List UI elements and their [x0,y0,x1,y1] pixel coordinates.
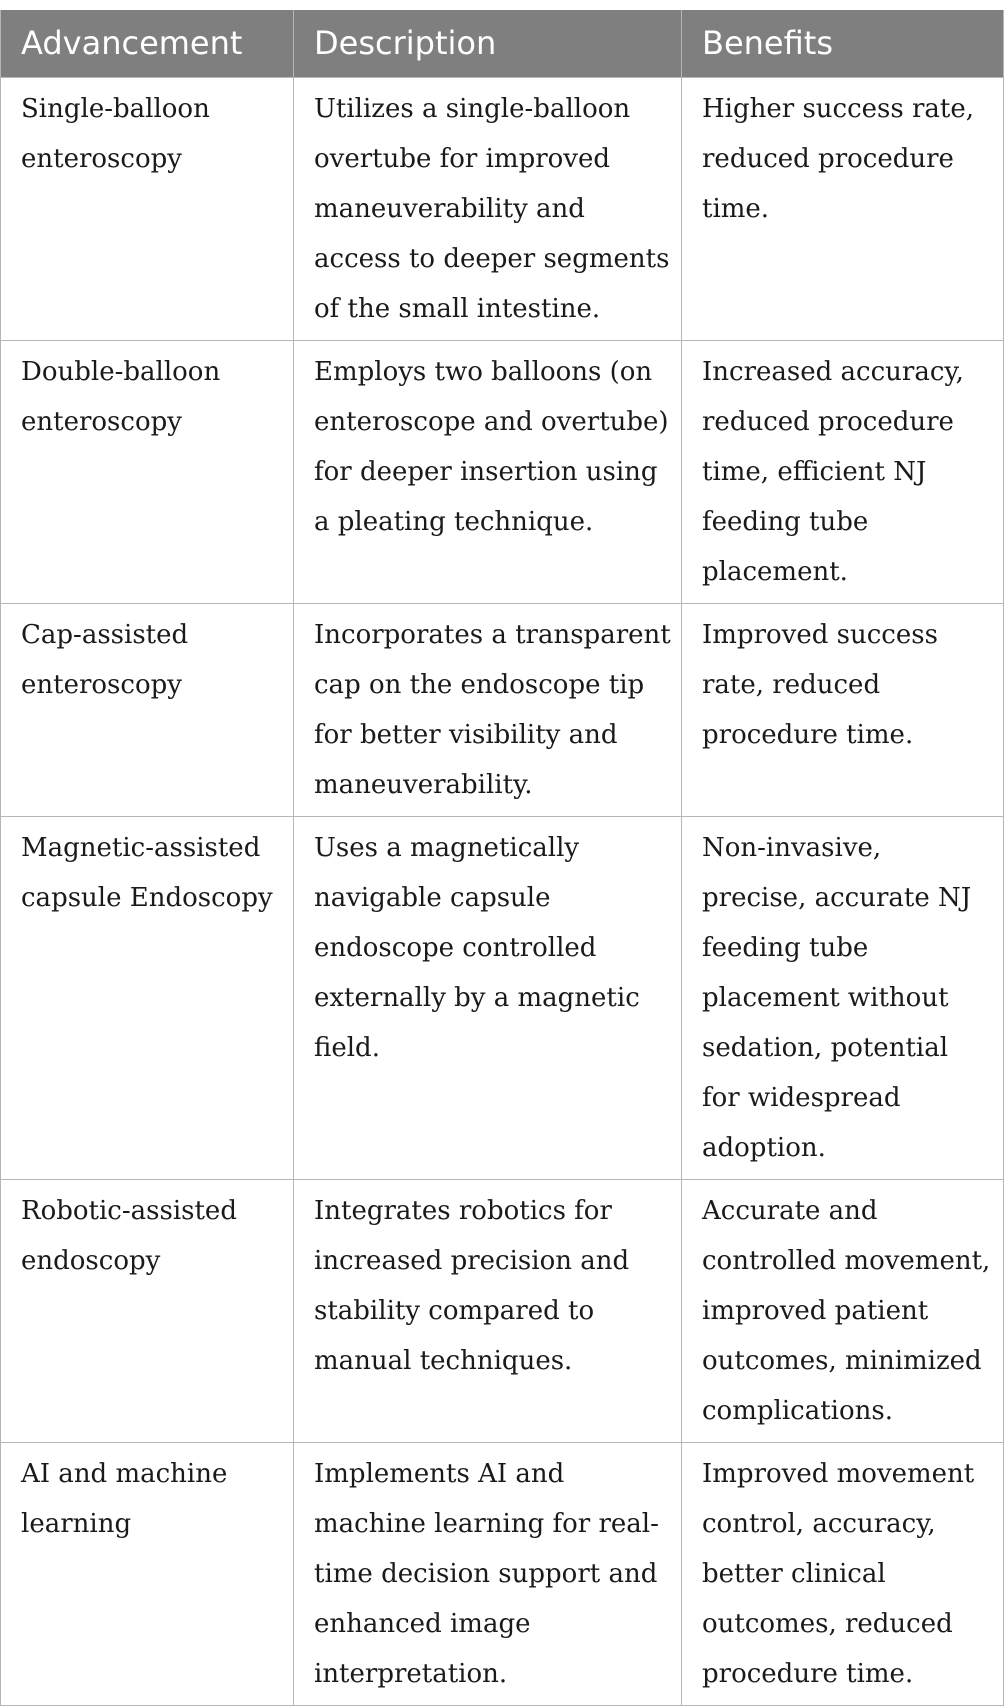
description-cell: Employs two balloons (on enteroscope and overtube) for deeper insertion using a pleating technique. [294,340,682,603]
header-benefits: Benefits [682,10,1004,77]
header-advancement: Advancement [1,10,294,77]
table-row [1,77,1004,340]
advancements-table [0,10,1004,1706]
advancement-cell: Double-balloon enteroscopy [1,340,294,603]
table-row [1,603,1004,816]
header-description: Description [294,10,682,77]
description-cell: Integrates robotics for increased precision and stability compared to manual techniques. [294,1179,682,1442]
table-row [1,1442,1004,1705]
advancement-cell: Cap-assisted enteroscopy [1,603,294,816]
benefits-cell: Accurate and controlled movement, improved patient outcomes, minimized complications. [682,1179,1004,1442]
table-row [1,1179,1004,1442]
advancement-cell: Single-balloon enteroscopy [1,77,294,340]
description-cell: Implements AI and machine learning for real-time decision support and enhanced image interpretation. [294,1442,682,1705]
description-cell: Utilizes a single-balloon overtube for improved maneuverability and access to deeper segments of the small intestine. [294,77,682,340]
benefits-cell: Non-invasive, precise, accurate NJ feeding tube placement without sedation, potential for widespread adoption. [682,816,1004,1179]
advancement-cell: Robotic-assisted endoscopy [1,1179,294,1442]
advancement-cell: Magnetic-assisted capsule Endoscopy [1,816,294,1179]
table-row [1,340,1004,603]
benefits-cell: Increased accuracy, reduced procedure time, efficient NJ feeding tube placement. [682,340,1004,603]
header-row [1,10,1004,77]
description-cell: Uses a magnetically navigable capsule endoscope controlled externally by a magnetic field. [294,816,682,1179]
table-container [0,10,1004,1706]
benefits-cell: Higher success rate, reduced procedure time. [682,77,1004,340]
description-cell: Incorporates a transparent cap on the endoscope tip for better visibility and maneuverability. [294,603,682,816]
table-row [1,816,1004,1179]
benefits-cell: Improved movement control, accuracy, better clinical outcomes, reduced procedure time. [682,1442,1004,1705]
benefits-cell: Improved success rate, reduced procedure time. [682,603,1004,816]
advancement-cell: AI and machine learning [1,1442,294,1705]
